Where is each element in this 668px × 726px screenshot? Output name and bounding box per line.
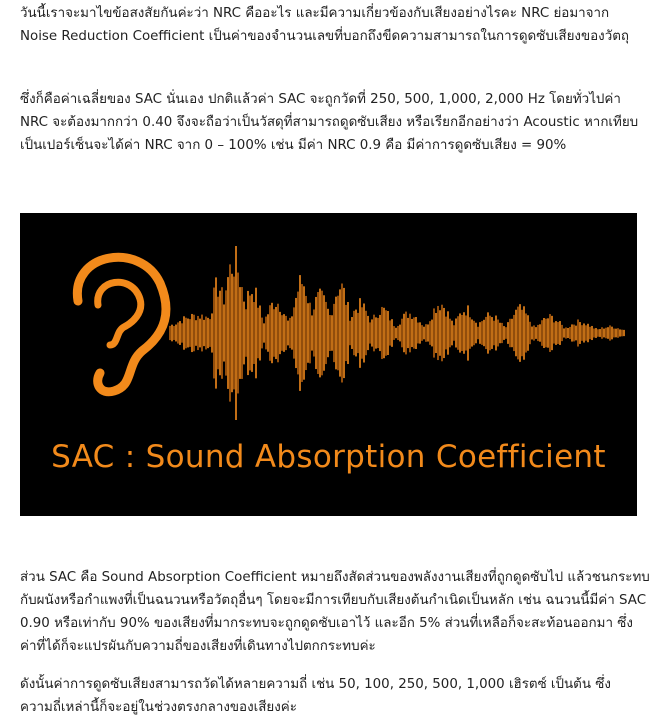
sac-banner-image	[20, 213, 637, 516]
intro-paragraph: วันนี้เราจะมาไขข้อสงสัยกันค่ะว่า NRC คืออะไร และมีความเกี่ยวข้องกับเสียงอย่างไรคะ NRC ย่อมาจาก Noise Reduction Coefficient เป็นค่าของจำนวนเลขที่บอกถึงขีดความสามารถในการดูดซับเสียงของวัตถุ	[20, 6, 630, 44]
ear-icon	[77, 257, 166, 391]
frequency-paragraph: ดังนั้นค่าการดูดซับเสียงสามารถวัดได้หลายความถี่ เช่น 50, 100, 250, 500, 1,000 เฮิรตซ์ เป็นต้น ซึ่งความถี่เหล่านี้ก็จะอยู่ในช่วงตรงกลางของเสียงค่ะ	[20, 677, 611, 715]
nrc-definition-paragraph: ซึ่งก็คือค่าเฉลี่ยของ SAC นั่นเอง ปกติแล้วค่า SAC จะถูกวัดที่ 250, 500, 1,000, 2,000 Hz โดยทั่วไปค่า NRC จะต้องมากกว่า 0.40 จึงจะถือว่าเป็นวัสดุที่สามารถดูดซับเสียง หรือเรียกอีกอย่างว่า Acoustic หากเทียบเป็นเปอร์เซ็นจะได้ค่า NRC จาก 0 – 100% เช่น มีค่า NRC 0.9 คือ มีค่าการดูดซับเสียง = 90%	[20, 92, 639, 153]
sac-definition-paragraph: ส่วน SAC คือ Sound Absorption Coefficient หมายถึงสัดส่วนของพลังงานเสียงที่ถูกดูดซับไป แล้วชนกระทบกับผนังหรือกำแพงที่เป็นฉนวนหรือวัตถุอื่นๆ โดยจะมีการเทียบกับเสียงต้นกำเนิดเป็นหลัก เช่น ฉนวนนี้มีค่า SAC 0.90 หรือเท่ากับ 90% ของเสียงที่มากระทบจะถูกดูดซับเอาไว้ และอีก 5% ส่วนที่เหลือก็จะสะท้อนออกมา ซึ่งค่าที่ได้ก็จะแปรผันกับความถี่ของเสียงที่เดินทางไปตกกระทบค่ะ	[20, 570, 650, 654]
banner-caption: SAC : Sound Absorption Coefficient	[51, 439, 606, 475]
sound-waveform	[170, 246, 624, 420]
